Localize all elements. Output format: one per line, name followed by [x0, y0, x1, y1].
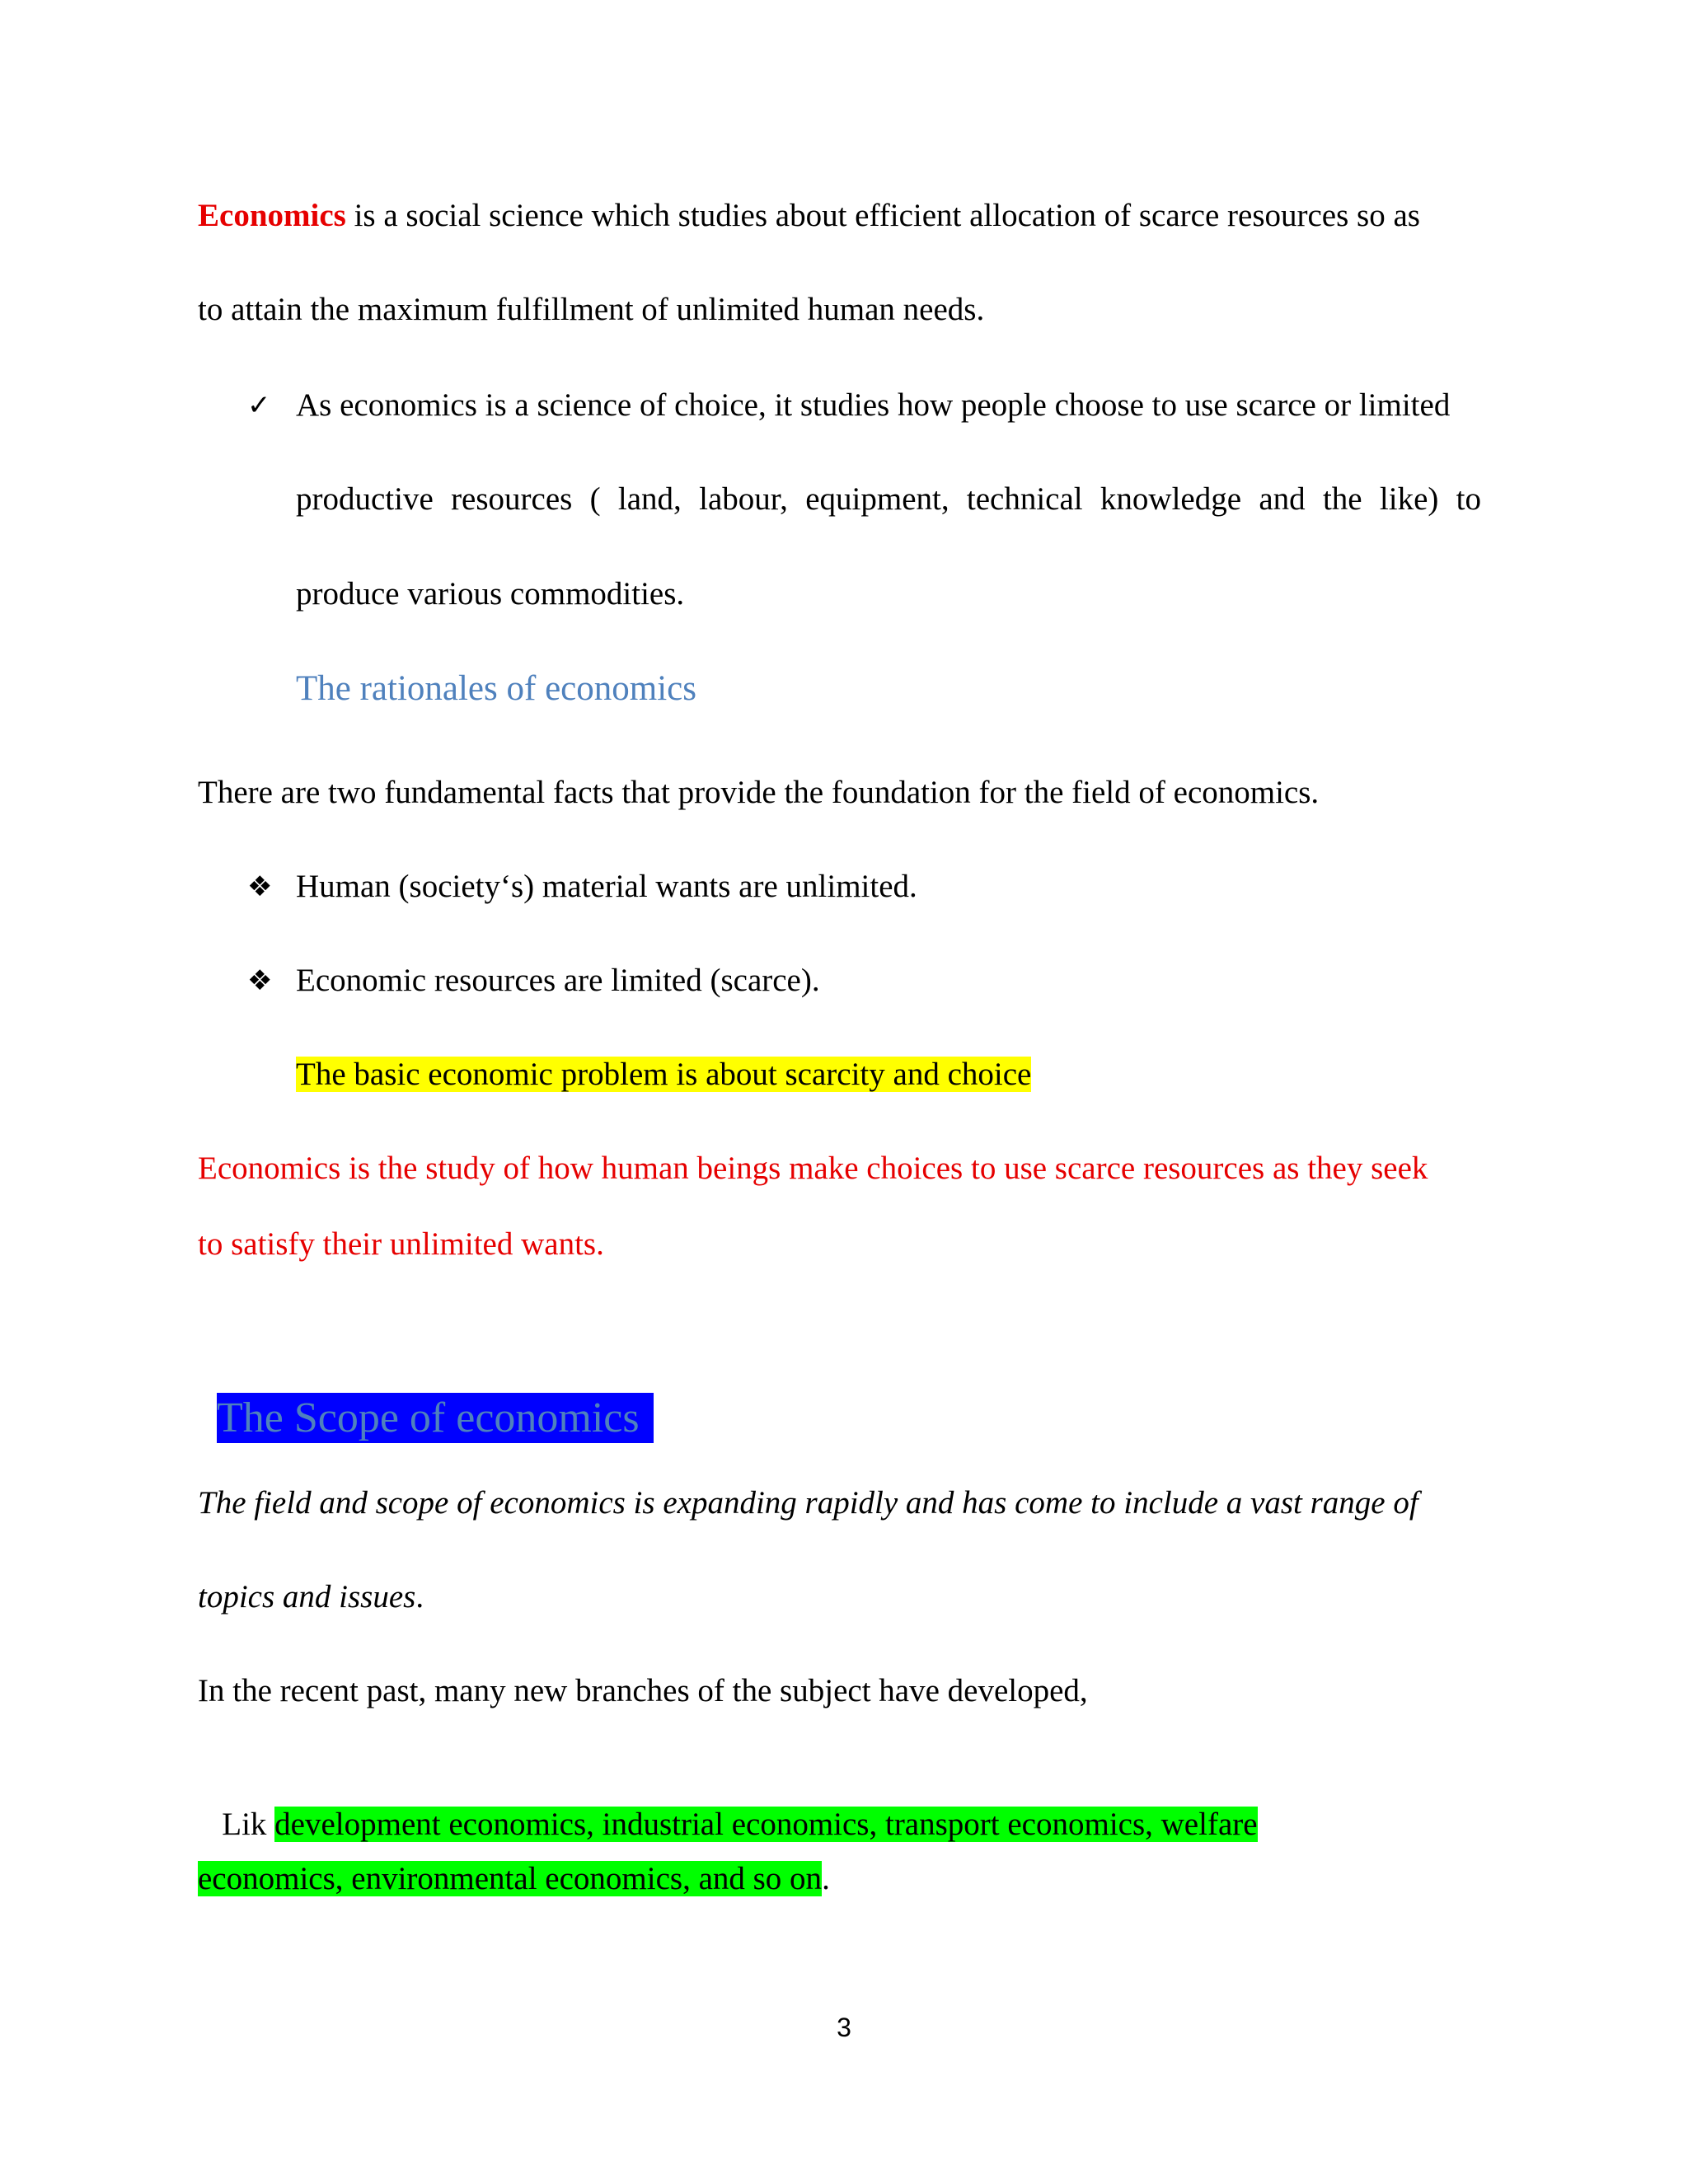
scope-heading: [217, 1393, 654, 1443]
branches-highlight-1: development economics, industrial economics, transport economics, welfare: [274, 1807, 1258, 1842]
scope-italic-text: topics and issues: [198, 1579, 416, 1615]
check-point-line-2: productive resources ( land, labour, equipment, technical knowledge and the like) to: [296, 481, 1481, 517]
like-prefix: Lik: [213, 1807, 275, 1842]
basic-problem-line: [296, 1055, 1031, 1094]
scope-italic-period: .: [415, 1579, 424, 1615]
scope-italic-line-1: The field and scope of economics is expanding rapidly and has come to include a vast range of: [198, 1485, 1418, 1521]
rationale-bullet-2: Economic resources are limited (scarce).: [296, 963, 820, 998]
scope-heading-text: The Scope of economics: [217, 1394, 640, 1441]
page-number: 3: [837, 2013, 851, 2042]
rationales-heading: The rationales of economics: [296, 669, 696, 708]
definition-text: is a social science which studies about efficient allocation of scarce resources so as: [345, 198, 1420, 233]
rationales-intro: There are two fundamental facts that provide the foundation for the field of economics.: [198, 775, 1320, 810]
branches-highlight-2: economics, environmental economics, and so on: [198, 1861, 823, 1896]
branches-line-1: [198, 1765, 1258, 1844]
branches-line-2: [198, 1859, 830, 1899]
diamond-bullet-icon: ❖: [247, 870, 273, 903]
branches-intro: In the recent past, many new branches of the subject have developed,: [198, 1673, 1088, 1708]
check-point-line-1: As economics is a science of choice, it studies how people choose to use scarce or limited: [296, 387, 1451, 423]
scope-italic-line-2: [198, 1577, 424, 1617]
basic-problem-highlight: The basic economic problem is about scarcity and choice: [296, 1057, 1032, 1092]
branches-period: .: [822, 1861, 830, 1896]
definition-line-1: [198, 196, 1420, 236]
diamond-bullet-icon: ❖: [247, 964, 273, 997]
checkmark-icon: ✓: [247, 389, 271, 422]
term-economics: Economics: [198, 198, 346, 233]
red-definition-line-1: Economics is the study of how human beings make choices to use scarce resources as they seek: [198, 1151, 1428, 1186]
red-definition-line-2: to satisfy their unlimited wants.: [198, 1226, 604, 1262]
check-point-line-3: produce various commodities.: [296, 576, 685, 612]
definition-line-2: to attain the maximum fulfillment of unlimited human needs.: [198, 292, 985, 327]
rationale-bullet-1: Human (society‘s) material wants are unlimited.: [296, 869, 917, 904]
